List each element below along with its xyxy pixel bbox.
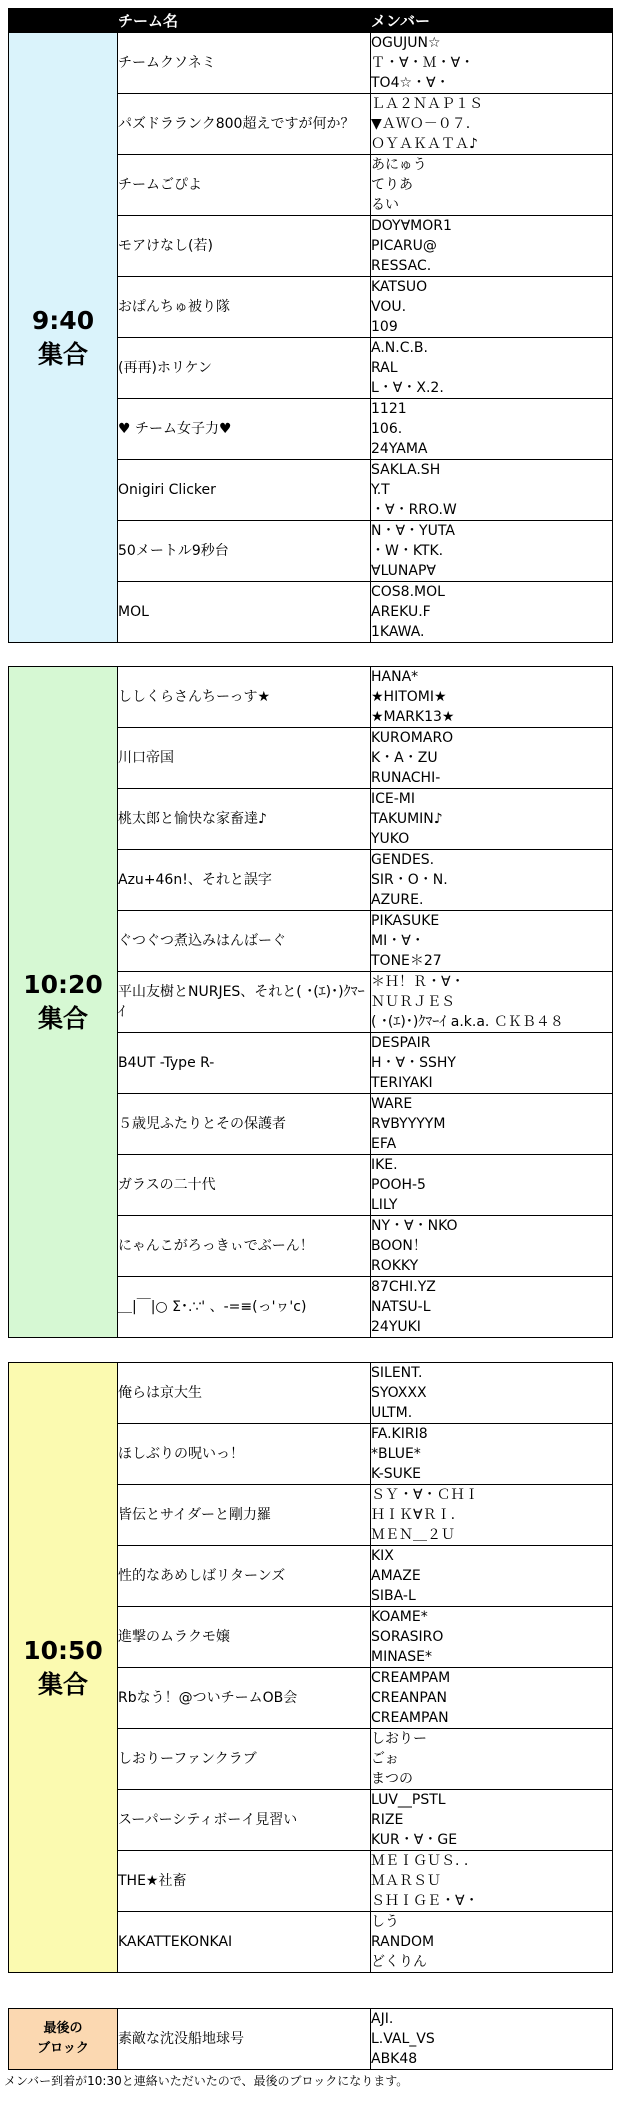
team-members (371, 460, 613, 521)
member-name: SILENT. (371, 1365, 423, 1381)
member-name: ＊Ｈ！Ｒ・∀・ (371, 974, 465, 990)
member-name: ＭＡＲＳＵ (371, 1873, 441, 1889)
team-name: Onigiri Clicker (118, 460, 371, 521)
member-name: GENDES. (371, 852, 435, 868)
member-name: AZURE. (371, 892, 424, 908)
member-name: RAL (371, 360, 398, 376)
team-members (371, 582, 613, 643)
team-name: にゃんこがろっきぃでぶーん！ (118, 1216, 371, 1277)
group-block-3 (8, 1362, 613, 1973)
member-name: LUV__PSTL (371, 1792, 446, 1808)
team-name: MOL (118, 582, 371, 643)
header-members: メンバー (371, 9, 613, 33)
member-name: ＮＵＲＪＥＳ (371, 994, 455, 1010)
member-name: 106. (371, 421, 403, 437)
member-name: ＭＥＩＧＵＳ. . (371, 1853, 469, 1869)
team-name: ５歳児ふたりとその保護者 (118, 1094, 371, 1155)
member-name: ABK48 (371, 2051, 418, 2067)
team-name: KAKATTEKONKAI (118, 1912, 371, 1973)
member-name: CREANPAN (371, 1690, 447, 1706)
team-name: B4UT -Type R- (118, 1033, 371, 1094)
member-name: POOH-5 (371, 1177, 426, 1193)
team-name: 平山友樹とNURJES、それと( ･(ｴ)･)ｸﾏｰｲ (118, 972, 371, 1033)
member-name: TAKUMIN♪ (371, 811, 443, 827)
meeting-time: 9:40 (31, 305, 95, 335)
group-table-4 (8, 2008, 613, 2070)
member-name: あにゅう (371, 157, 427, 173)
member-name: ULTM. (371, 1405, 413, 1421)
team-members (371, 1277, 613, 1338)
member-name: CREAMPAM (371, 1670, 451, 1686)
member-name: DOY∀MOR1 (371, 218, 452, 234)
team-name: ほしぶりの呪いっ！ (118, 1424, 371, 1485)
team-members (371, 1216, 613, 1277)
member-name: しう (371, 1914, 399, 1930)
member-name: SYOXXX (371, 1385, 427, 1401)
team-name: スーパーシティボーイ見習い (118, 1790, 371, 1851)
member-name: WARE (371, 1096, 413, 1112)
member-name: KIX (371, 1548, 394, 1564)
team-name: 性的なあめしばリターンズ (118, 1546, 371, 1607)
team-name: Azu+46n!、それと誤字 (118, 850, 371, 911)
member-name: KUR・∀・GE (371, 1832, 458, 1848)
member-name: ＳＨＩＧＥ・∀・ (371, 1893, 479, 1909)
member-name: SAKLA.SH (371, 462, 441, 478)
member-name: 24YAMA (371, 441, 428, 457)
team-name: 川口帝国 (118, 728, 371, 789)
team-members (371, 399, 613, 460)
member-name: NY・∀・NKO (371, 1218, 458, 1234)
member-name: ＯＹＡＫＡＴＡ♪ (371, 136, 478, 152)
meeting-label: 集合 (37, 1669, 88, 1699)
member-name: ∀LUNAP∀ (371, 563, 436, 579)
meeting-time-cell (9, 667, 118, 1338)
member-name: ICE-MI (371, 791, 416, 807)
member-name: AMAZE (371, 1568, 421, 1584)
meeting-label: ブロック (37, 2041, 89, 2056)
team-members (371, 1912, 613, 1973)
team-name: 50メートル9秒台 (118, 521, 371, 582)
member-name: *BLUE* (371, 1446, 421, 1462)
member-name: どくりん (371, 1954, 427, 1970)
member-name: OGUJUN☆ (371, 35, 441, 51)
meeting-time: 10:20 (23, 970, 103, 999)
member-name: 1KAWA. (371, 624, 425, 640)
member-name: TONE＊27 (371, 953, 442, 969)
member-name: LILY (371, 1197, 398, 1213)
member-name: H・∀・SSHY (371, 1055, 456, 1071)
team-members (371, 1851, 613, 1912)
footnote: メンバー到着が10:30と連絡いただいたので、最後のブロックになります。 (4, 2074, 409, 2088)
member-name: ＳＹ・∀・ＣＨＩ (371, 1487, 479, 1503)
member-name: ★MARK13★ (371, 709, 455, 725)
team-row (9, 33, 613, 94)
member-name: SORASIRO (371, 1629, 444, 1645)
team-name: 俺らは京大生 (118, 1363, 371, 1424)
member-name: IKE. (371, 1157, 398, 1173)
team-members (371, 1607, 613, 1668)
team-name: 素敵な沈没船地球号 (118, 2009, 371, 2070)
member-name: PIKASUKE (371, 913, 440, 929)
table-header (9, 9, 613, 33)
team-name: THE★社畜 (118, 1851, 371, 1912)
team-name: ♥ チーム女子力♥ (118, 399, 371, 460)
team-name: ガラスの二十代 (118, 1155, 371, 1216)
team-members (371, 1790, 613, 1851)
member-name: Y.T (371, 482, 390, 498)
team-name: 皆伝とサイダーと剛力羅 (118, 1485, 371, 1546)
member-name: TERIYAKI (371, 1075, 433, 1091)
team-row (9, 1363, 613, 1424)
team-members (371, 1363, 613, 1424)
team-members (371, 94, 613, 155)
member-name: 109 (371, 319, 398, 335)
team-members (371, 338, 613, 399)
member-name: BOON！ (371, 1238, 427, 1254)
member-name: てりあ (371, 177, 413, 193)
group-table-3 (8, 1362, 613, 1973)
member-name: L・∀・X.2. (371, 380, 444, 396)
member-name: 1121 (371, 401, 407, 417)
member-name: DESPAIR (371, 1035, 431, 1051)
member-name: RESSAC. (371, 258, 432, 274)
member-name: ( ･(ｴ)･)ｸﾏｰｲ a.k.a. ＣＫＢ４８ (371, 1014, 564, 1030)
member-name: 87CHI.YZ (371, 1279, 436, 1295)
team-members (371, 1424, 613, 1485)
member-name: RIZE (371, 1812, 404, 1828)
member-name: HANA* (371, 669, 419, 685)
member-name: NATSU-L (371, 1299, 431, 1315)
team-name: しおりーファンクラブ (118, 1729, 371, 1790)
meeting-time-cell (9, 33, 118, 643)
member-name: L.VAL_VS (371, 2031, 435, 2047)
member-name: COS8.MOL (371, 584, 445, 600)
member-name: KUROMARO (371, 730, 454, 746)
team-members (371, 1729, 613, 1790)
member-name: MINASE* (371, 1649, 432, 1665)
member-name: N・∀・YUTA (371, 523, 455, 539)
member-name: RUNACHI- (371, 770, 441, 786)
group-block-4 (8, 2008, 613, 2070)
member-name: ★HITOMI★ (371, 689, 447, 705)
meeting-time: 最後の (43, 2021, 83, 2036)
meeting-time-cell (9, 1363, 118, 1973)
member-name: PICARU@ (371, 238, 437, 254)
member-name: るい (371, 197, 399, 213)
team-members (371, 1155, 613, 1216)
team-members (371, 1546, 613, 1607)
team-name: ししくらさんちーっす★ (118, 667, 371, 728)
member-name: ・W・KTK. (371, 543, 444, 559)
member-name: SIBA-L (371, 1588, 416, 1604)
team-members (371, 33, 613, 94)
member-name: まつの (371, 1771, 413, 1787)
team-row (9, 2009, 613, 2070)
member-name: K・A・ZU (371, 750, 438, 766)
team-name: モアけなし(若) (118, 216, 371, 277)
team-members (371, 1094, 613, 1155)
team-members (371, 728, 613, 789)
team-name: ぐつぐつ煮込みはんばーぐ (118, 911, 371, 972)
member-name: CREAMPAN (371, 1710, 449, 1726)
team-row (9, 667, 613, 728)
member-name: ・∀・RRO.W (371, 502, 457, 518)
team-members (371, 1485, 613, 1546)
member-name: A.N.C.B. (371, 340, 428, 356)
member-name: ごぉ (371, 1751, 399, 1767)
member-name: 24YUKI (371, 1319, 421, 1335)
team-name: 桃太郎と愉快な家畜達♪ (118, 789, 371, 850)
team-members (371, 789, 613, 850)
member-name: ＨＩＫ∀ＲＩ. (371, 1507, 456, 1523)
member-name: Ｔ・∀・Ｍ・∀・ (371, 55, 475, 71)
team-members (371, 850, 613, 911)
member-name: R∀BYYYYM (371, 1116, 446, 1132)
team-name: 進撃のムラクモ嬢 (118, 1607, 371, 1668)
team-members (371, 1668, 613, 1729)
member-name: AJI. (371, 2011, 394, 2027)
team-members (371, 216, 613, 277)
member-name: しおりー (371, 1731, 427, 1747)
group-table-1 (8, 8, 613, 643)
team-members (371, 1033, 613, 1094)
member-name: TO4☆・∀・ (371, 75, 450, 91)
member-name: ▼ＡＷＯ－０７. (371, 116, 471, 132)
team-members (371, 911, 613, 972)
member-name: SIR・O・N. (371, 872, 448, 888)
member-name: ＭＥＮ＿２Ｕ (371, 1527, 455, 1543)
team-name: チームクソネミ (118, 33, 371, 94)
member-name: YUKO (371, 831, 410, 847)
team-members (371, 521, 613, 582)
group-block-2 (8, 666, 613, 1338)
team-name: おぱんちゅ被り隊 (118, 277, 371, 338)
meeting-label: 集合 (37, 339, 88, 369)
team-members (371, 972, 613, 1033)
team-members (371, 2009, 613, 2070)
member-name: VOU. (371, 299, 407, 315)
meeting-time-cell (9, 2009, 118, 2070)
member-name: RANDOM (371, 1934, 435, 1950)
team-name: ＿|￣|○ Σ･.∵' 、-=≡(っ'ヮ'c) (118, 1277, 371, 1338)
team-name: Rbなう！@ついチームOB会 (118, 1668, 371, 1729)
team-name: (再再)ホリケン (118, 338, 371, 399)
meeting-time: 10:50 (23, 1635, 103, 1665)
meeting-label: 集合 (37, 1004, 88, 1033)
member-name: MI・∀・ (371, 933, 425, 949)
member-name: K-SUKE (371, 1466, 421, 1482)
member-name: KOAME* (371, 1609, 428, 1625)
member-name: FA.KIRI8 (371, 1426, 428, 1442)
team-name: チームごぴよ (118, 155, 371, 216)
header-team-name: チーム名 (118, 9, 371, 33)
group-table-2 (8, 666, 613, 1338)
team-members (371, 667, 613, 728)
member-name: KATSUO (371, 279, 428, 295)
member-name: AREKU.F (371, 604, 431, 620)
group-block-1 (8, 8, 613, 643)
team-members (371, 277, 613, 338)
header-blank-cell (9, 9, 118, 33)
member-name: ＬＡ２ＮＡＰ１Ｓ (371, 96, 483, 112)
member-name: ROKKY (371, 1258, 419, 1274)
member-name: EFA (371, 1136, 397, 1152)
team-name: パズドラランク800超えですが何か？ (118, 94, 371, 155)
team-members (371, 155, 613, 216)
